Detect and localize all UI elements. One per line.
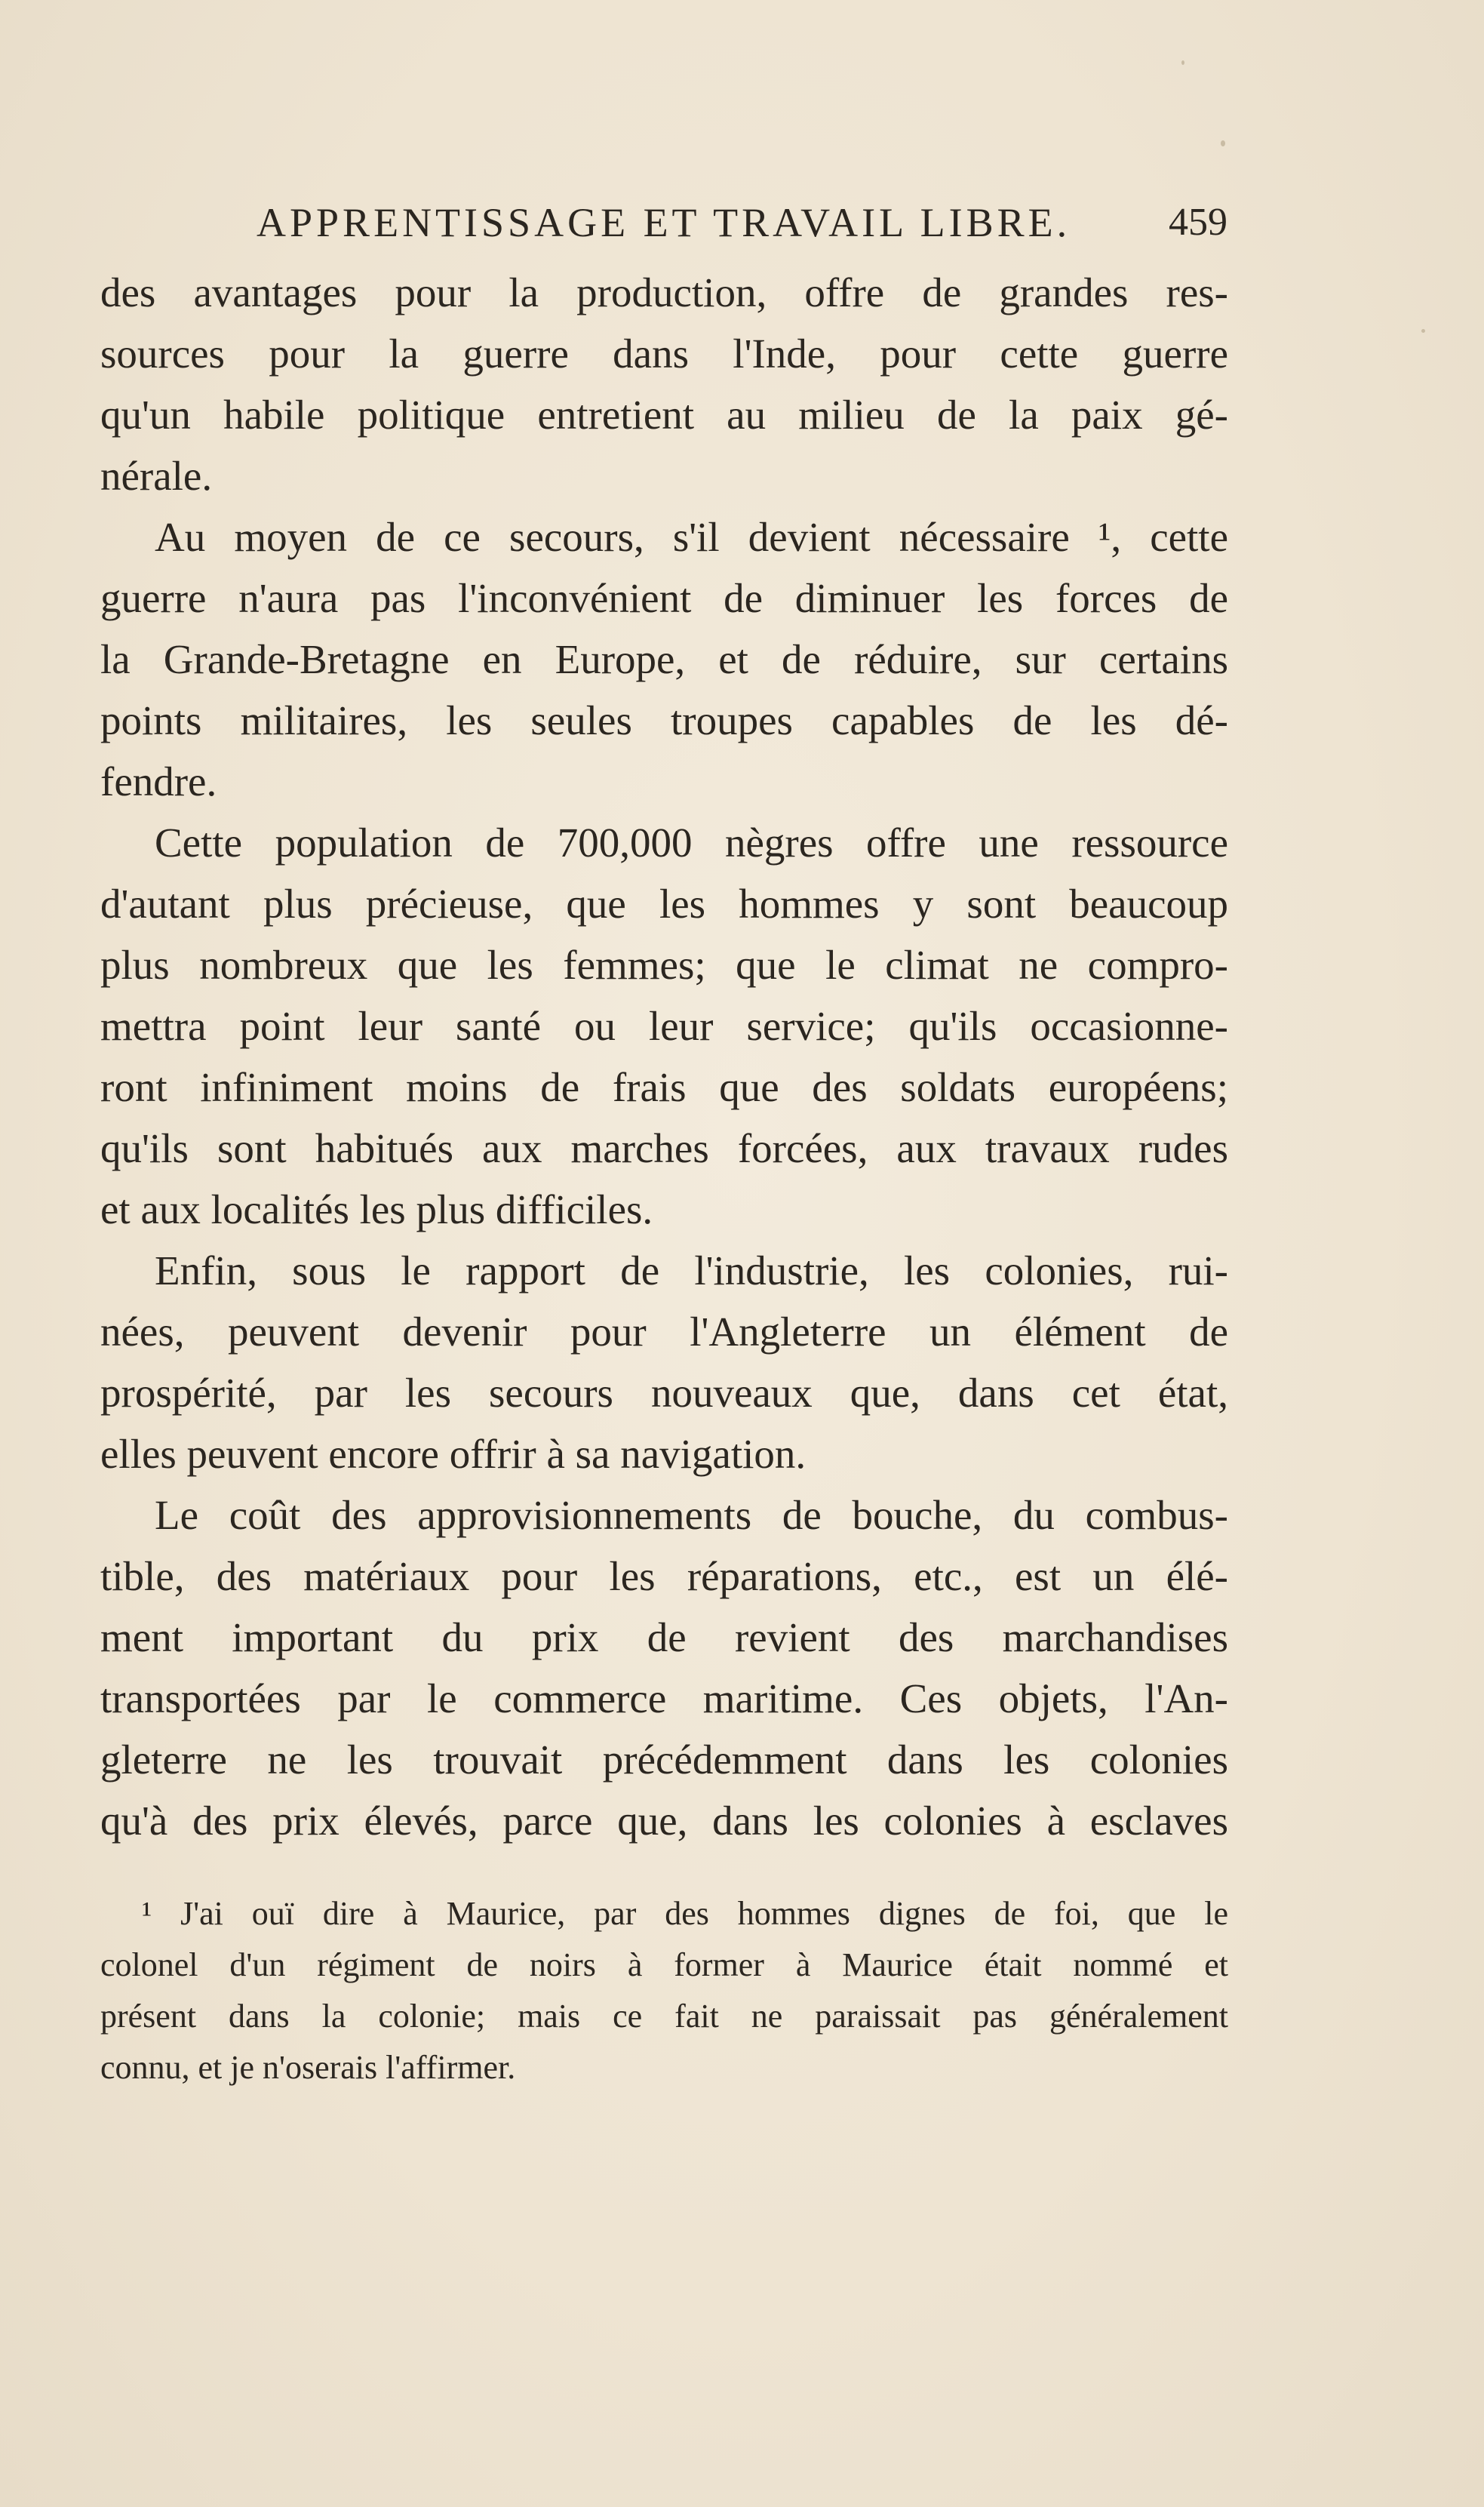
text-line: fendre. [100, 758, 217, 804]
text-line: points militaires, les seules troupes capables de les dé- [100, 697, 1228, 743]
text-line: Le coût des approvisionnements de bouche, du combus- [155, 1492, 1228, 1538]
footnote-line: colonel d'un régiment de noirs à former à Maurice était nommé et [100, 1946, 1228, 1983]
running-title: APPRENTISSAGE ET TRAVAIL LIBRE. [257, 200, 1071, 245]
text-line: gleterre ne les trouvait précédemment dans les colonies [100, 1736, 1228, 1783]
text-line: prospérité, par les secours nouveaux que, dans cet état, [100, 1370, 1228, 1416]
text-line: mettra point leur santé ou leur service; qu'ils occasionne- [100, 1003, 1228, 1049]
text-line: tible, des matériaux pour les réparations, etc., est un élé- [100, 1553, 1228, 1599]
paper-speck [1181, 60, 1184, 65]
text-line: Au moyen de ce secours, s'il devient nécessaire ¹, cette [155, 514, 1228, 560]
text-line: elles peuvent encore offrir à sa navigation. [100, 1431, 807, 1477]
paper-speck [1221, 140, 1225, 146]
footnote [100, 1888, 1228, 2093]
text-line: transportées par le commerce maritime. Ces objets, l'An- [100, 1675, 1228, 1721]
page-number: 459 [1169, 201, 1227, 244]
footnote-line: présent dans la colonie; mais ce fait ne paraissait pas généralement [100, 1998, 1228, 2035]
running-header [230, 192, 1227, 253]
text-line: qu'ils sont habitués aux marches forcées, aux travaux rudes [100, 1125, 1228, 1171]
text-line: guerre n'aura pas l'inconvénient de diminuer les forces de [100, 575, 1228, 621]
text-line: des avantages pour la production, offre de grandes res- [100, 269, 1228, 315]
text-line: d'autant plus précieuse, que les hommes y sont beaucoup [100, 881, 1228, 927]
body-text [100, 262, 1228, 1851]
text-line: nées, peuvent devenir pour l'Angleterre un élément de [100, 1309, 1228, 1355]
text-line: et aux localités les plus difficiles. [100, 1186, 653, 1232]
text-line: ront infiniment moins de frais que des soldats européens; [100, 1064, 1228, 1110]
text-line: Cette population de 700,000 nègres offre une ressource [155, 820, 1228, 866]
paper-speck [1421, 329, 1425, 333]
text-line: ment important du prix de revient des marchandises [100, 1614, 1228, 1660]
text-line: la Grande-Bretagne en Europe, et de réduire, sur certains [100, 636, 1228, 682]
footnote-line: ¹ J'ai ouï dire à Maurice, par des hommes dignes de foi, que le [142, 1895, 1228, 1932]
text-line: nérale. [100, 453, 213, 499]
footnote-line: connu, et je n'oserais l'affirmer. [100, 2049, 516, 2086]
text-line: qu'à des prix élevés, parce que, dans les colonies à esclaves [100, 1798, 1228, 1844]
text-line: plus nombreux que les femmes; que le climat ne compro- [100, 942, 1228, 988]
text-line: sources pour la guerre dans l'Inde, pour cette guerre [100, 331, 1228, 377]
text-line: qu'un habile politique entretient au milieu de la paix gé- [100, 392, 1228, 438]
text-line: Enfin, sous le rapport de l'industrie, les colonies, rui- [155, 1247, 1228, 1293]
